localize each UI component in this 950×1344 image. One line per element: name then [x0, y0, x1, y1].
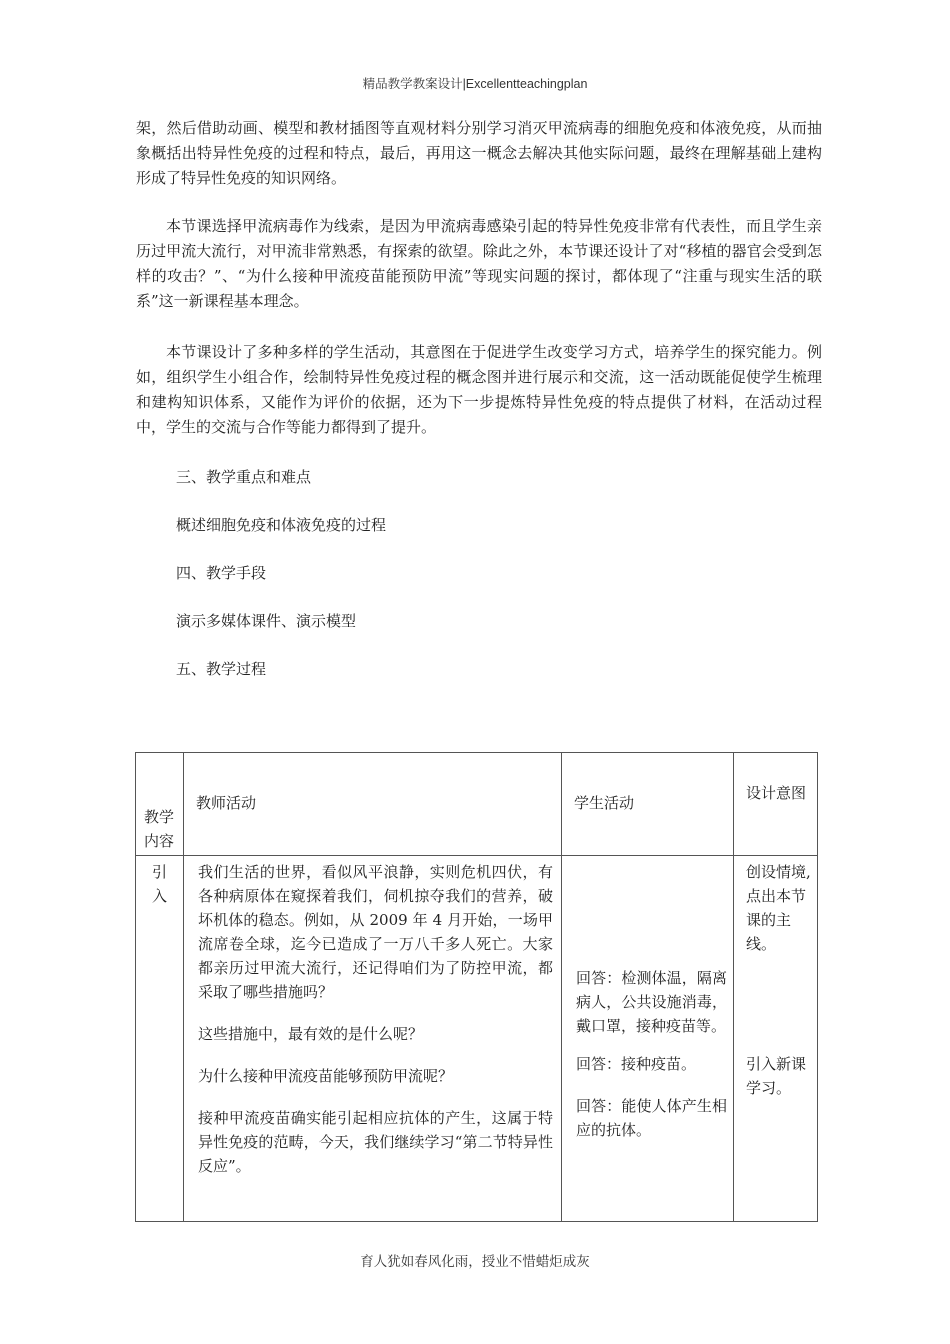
row-label-intro: 引入	[136, 856, 184, 1222]
intent-text-2: 引入新课学习。	[746, 1055, 807, 1097]
header-student-activity: 学生活动	[562, 753, 734, 856]
table-row	[136, 856, 818, 1222]
section-4-body: 演示多媒体课件、演示模型	[176, 612, 357, 630]
header-design-intent: 设计意图	[734, 753, 818, 856]
teacher-text-1: 我们生活的世界，看似风平浪静，实则危机四伏，有各种病原体在窥探着我们，伺机掠夺我们的营养，破坏机体的稳态。例如，从 2009 年 4 月开始，一场甲流席卷全球，迄今已造成了一万八千多人死亡。大家都亲历过甲流大流行，还记得咱们为了防控甲流，都采取了哪些措施吗？	[198, 863, 553, 1001]
teacher-text-3: 为什么接种甲流疫苗能够预防甲流呢？	[198, 1067, 454, 1085]
teacher-activity-cell	[184, 856, 562, 1222]
student-text-1: 回答：检测体温，隔离病人，公共设施消毒，戴口罩，接种疫苗等。	[576, 969, 727, 1035]
section-4-heading: 四、教学手段	[176, 564, 267, 582]
page-header: 精品教学教案设计|Excellentteachingplan	[362, 77, 588, 91]
paragraph-3-text: 本节课设计了多种多样的学生活动，其意图在于促进学生改变学习方式，培养学生的探究能力。例如，组织学生小组合作，绘制特异性免疫过程的概念图并进行展示和交流，这一活动既能促使学生梳理和建构知识体系，又能作为评价的依据，还为下一步提炼特异性免疫的特点提供了材料，在活动过程中，学生的交流与合作等能力都得到了提升。	[136, 343, 822, 436]
student-activity-cell	[562, 856, 734, 1222]
student-text-3: 回答：能使人体产生相应的抗体。	[576, 1097, 727, 1139]
paragraph-1	[136, 116, 822, 191]
intent-text-1: 创设情境,点出本节课的主线。	[746, 863, 811, 953]
paragraph-1-text: 架，然后借助动画、模型和教材插图等直观材料分别学习消灭甲流病毒的细胞免疫和体液免疫，从而抽象概括出特异性免疫的过程和特点，最后，再用这一概念去解决其他实际问题，最终在理解基础上建构形成了特异性免疫的知识网络。	[136, 119, 822, 187]
header-teacher-activity: 教师活动	[184, 753, 562, 856]
teacher-text-4: 接种甲流疫苗确实能引起相应抗体的产生，这属于特异性免疫的范畴，今天，我们继续学习“第二节特异性反应”。	[198, 1109, 553, 1175]
section-5-heading: 五、教学过程	[176, 660, 267, 678]
teacher-text-2: 这些措施中，最有效的是什么呢？	[198, 1025, 424, 1043]
paragraph-2-text: 本节课选择甲流病毒作为线索，是因为甲流病毒感染引起的特异性免疫非常有代表性，而且学生亲历过甲流大流行，对甲流非常熟悉，有探索的欲望。除此之外，本节课还设计了对“移植的器官会受到怎样的攻击？”、“为什么接种甲流疫苗能预防甲流”等现实问题的探讨，都体现了“注重与现实生活的联系”这一新课程基本理念。	[136, 217, 822, 310]
section-3-heading: 三、教学重点和难点	[176, 468, 312, 486]
teaching-process-table	[135, 752, 818, 1222]
page-footer: 育人犹如春风化雨，授业不惜蜡炬成灰	[360, 1254, 590, 1270]
table-header-row	[136, 753, 818, 856]
section-3-body: 概述细胞免疫和体液免疫的过程	[176, 516, 387, 534]
design-intent-cell	[734, 856, 818, 1222]
student-text-2: 回答：接种疫苗。	[576, 1055, 697, 1073]
paragraph-3	[136, 340, 822, 440]
header-teaching-content: 教学内容	[136, 753, 184, 856]
paragraph-2	[136, 214, 822, 314]
